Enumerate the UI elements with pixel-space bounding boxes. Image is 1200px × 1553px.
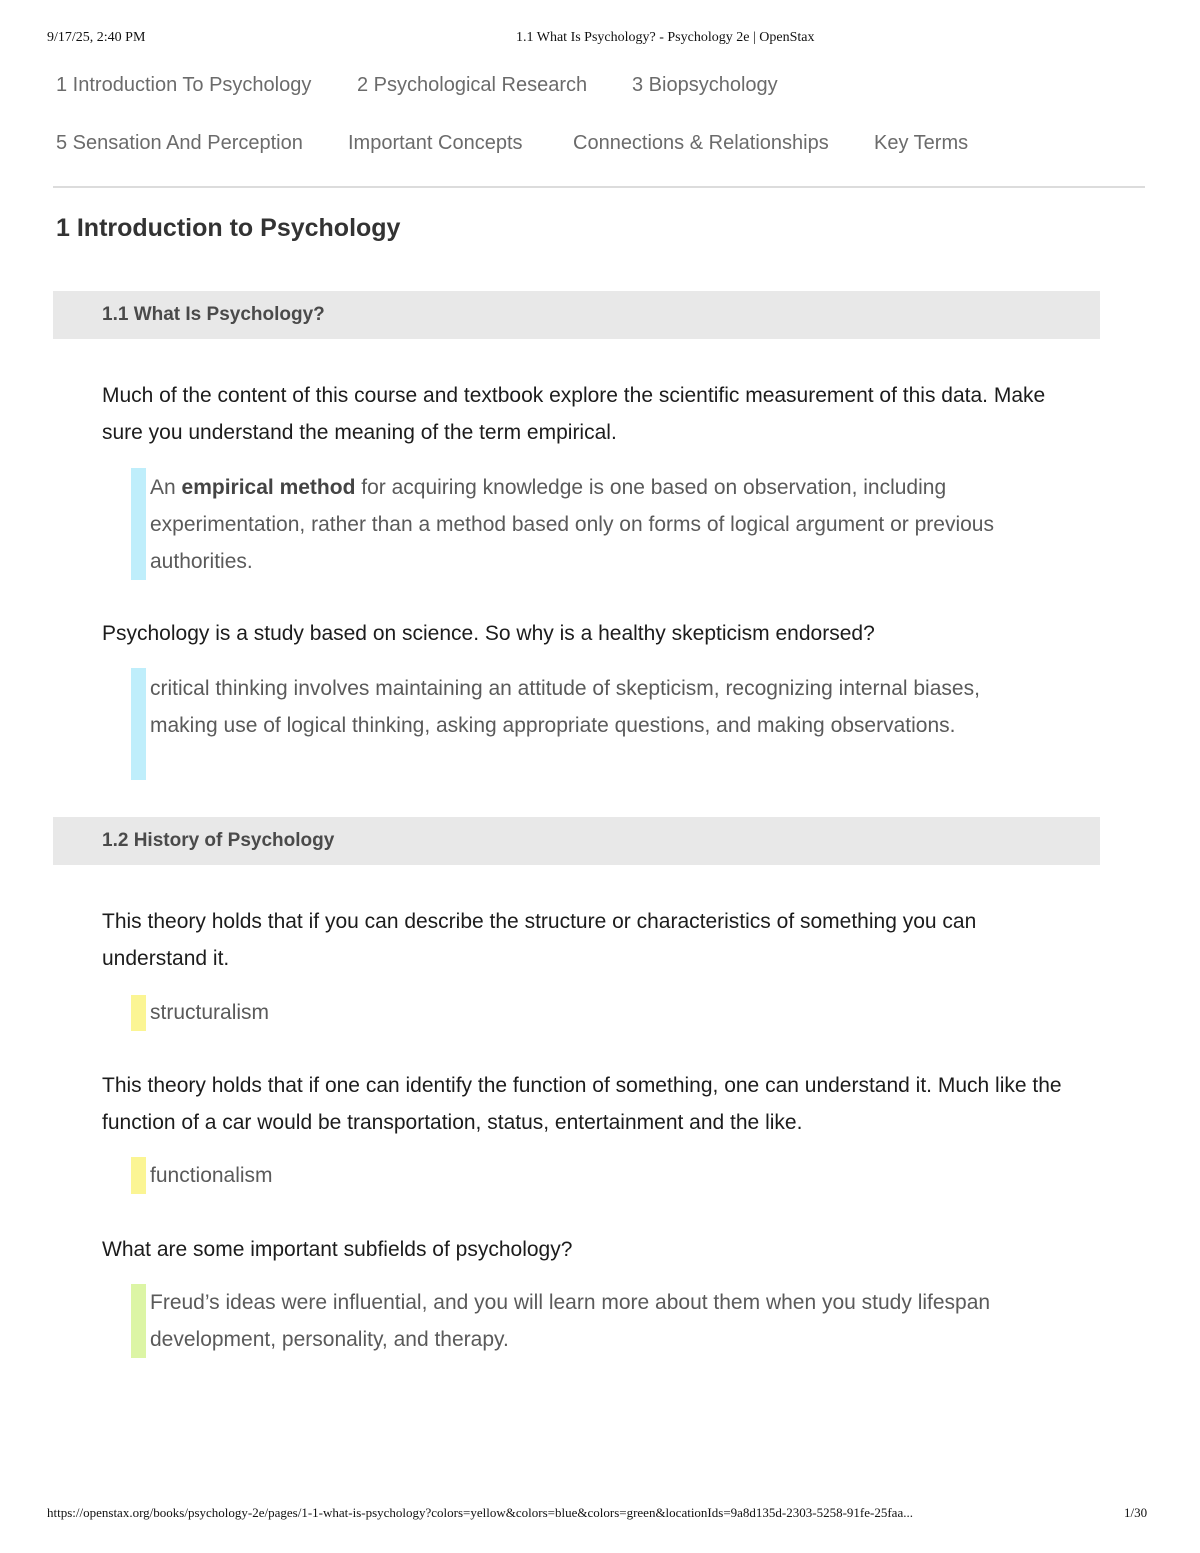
highlight-text-post: for acquiring knowledge is one based on observation, including experimentation, rather than a method based only on forms of logical argument or previous authorities. bbox=[150, 476, 994, 573]
highlight-text: structuralism bbox=[150, 1001, 270, 1024]
highlight-note bbox=[131, 1157, 1031, 1194]
highlight-bar bbox=[131, 995, 146, 1031]
highlight-bar bbox=[131, 668, 146, 780]
nav-divider bbox=[53, 186, 1145, 188]
question-prompt: Psychology is a study based on science. So why is a healthy skepticism endorsed? bbox=[102, 622, 875, 645]
tab-introduction-to-psychology[interactable]: 1 Introduction To Psychology bbox=[56, 74, 312, 96]
highlight-text: Freud’s ideas were influential, and you will learn more about them when you study lifespan development, personality, and therapy. bbox=[150, 1291, 991, 1351]
section-header bbox=[53, 817, 1100, 865]
highlight-note bbox=[131, 468, 1031, 580]
tab-psychological-research[interactable]: 2 Psychological Research bbox=[357, 74, 588, 96]
print-url: https://openstax.org/books/psychology-2e/pages/1-1-what-is-psychology?colors=yellow&colors=blue&colors=green&locationIds=9a8d135d-2303-5258-91fe-25faa... bbox=[47, 1505, 913, 1520]
tab-sensation-and-perception[interactable]: 5 Sensation And Perception bbox=[56, 132, 303, 154]
print-header bbox=[0, 30, 1200, 50]
question-prompt: This theory holds that if you can describe the structure or characteristics of something you can understand it. bbox=[102, 910, 977, 970]
tab-biopsychology[interactable]: 3 Biopsychology bbox=[632, 74, 778, 96]
highlight-text: critical thinking involves maintaining an attitude of skepticism, recognizing internal biases, making use of logical thinking, asking appropriate questions, and making observations. bbox=[150, 677, 980, 737]
highlight-bar bbox=[131, 1284, 146, 1358]
section-heading: 1.2 History of Psychology bbox=[102, 830, 335, 851]
tab-connections-relationships[interactable]: Connections & Relationships bbox=[573, 132, 829, 154]
chapter-title: 1 Introduction to Psychology bbox=[56, 214, 401, 242]
section-header bbox=[53, 291, 1100, 339]
question-prompt: What are some important subfields of psychology? bbox=[102, 1238, 573, 1261]
highlight-bar bbox=[131, 1157, 146, 1194]
question-prompt: This theory holds that if one can identify the function of something, one can understand it. Much like the function of a car would be transportation, status, entertainment and the like. bbox=[102, 1074, 1062, 1134]
highlight-text-pre: An bbox=[150, 476, 182, 499]
print-page-title: 1.1 What Is Psychology? - Psychology 2e | OpenStax bbox=[516, 30, 815, 45]
highlight-note bbox=[131, 995, 1031, 1031]
print-footer bbox=[0, 1505, 1200, 1525]
highlight-text bbox=[150, 469, 1030, 580]
highlight-note bbox=[131, 668, 1031, 780]
tab-key-terms[interactable]: Key Terms bbox=[874, 132, 969, 154]
print-datetime: 9/17/25, 2:40 PM bbox=[47, 30, 146, 45]
highlight-term: empirical method bbox=[181, 476, 356, 499]
highlight-bar bbox=[131, 468, 146, 580]
section-heading: 1.1 What Is Psychology? bbox=[102, 304, 325, 325]
highlight-note bbox=[131, 1284, 1031, 1358]
tab-important-concepts[interactable]: Important Concepts bbox=[348, 132, 523, 154]
page-number: 1/30 bbox=[1124, 1505, 1148, 1520]
highlight-text: functionalism bbox=[150, 1164, 273, 1187]
question-prompt: Much of the content of this course and textbook explore the scientific measurement of this data. Make sure you understand the meaning of the term empirical. bbox=[102, 384, 1046, 444]
